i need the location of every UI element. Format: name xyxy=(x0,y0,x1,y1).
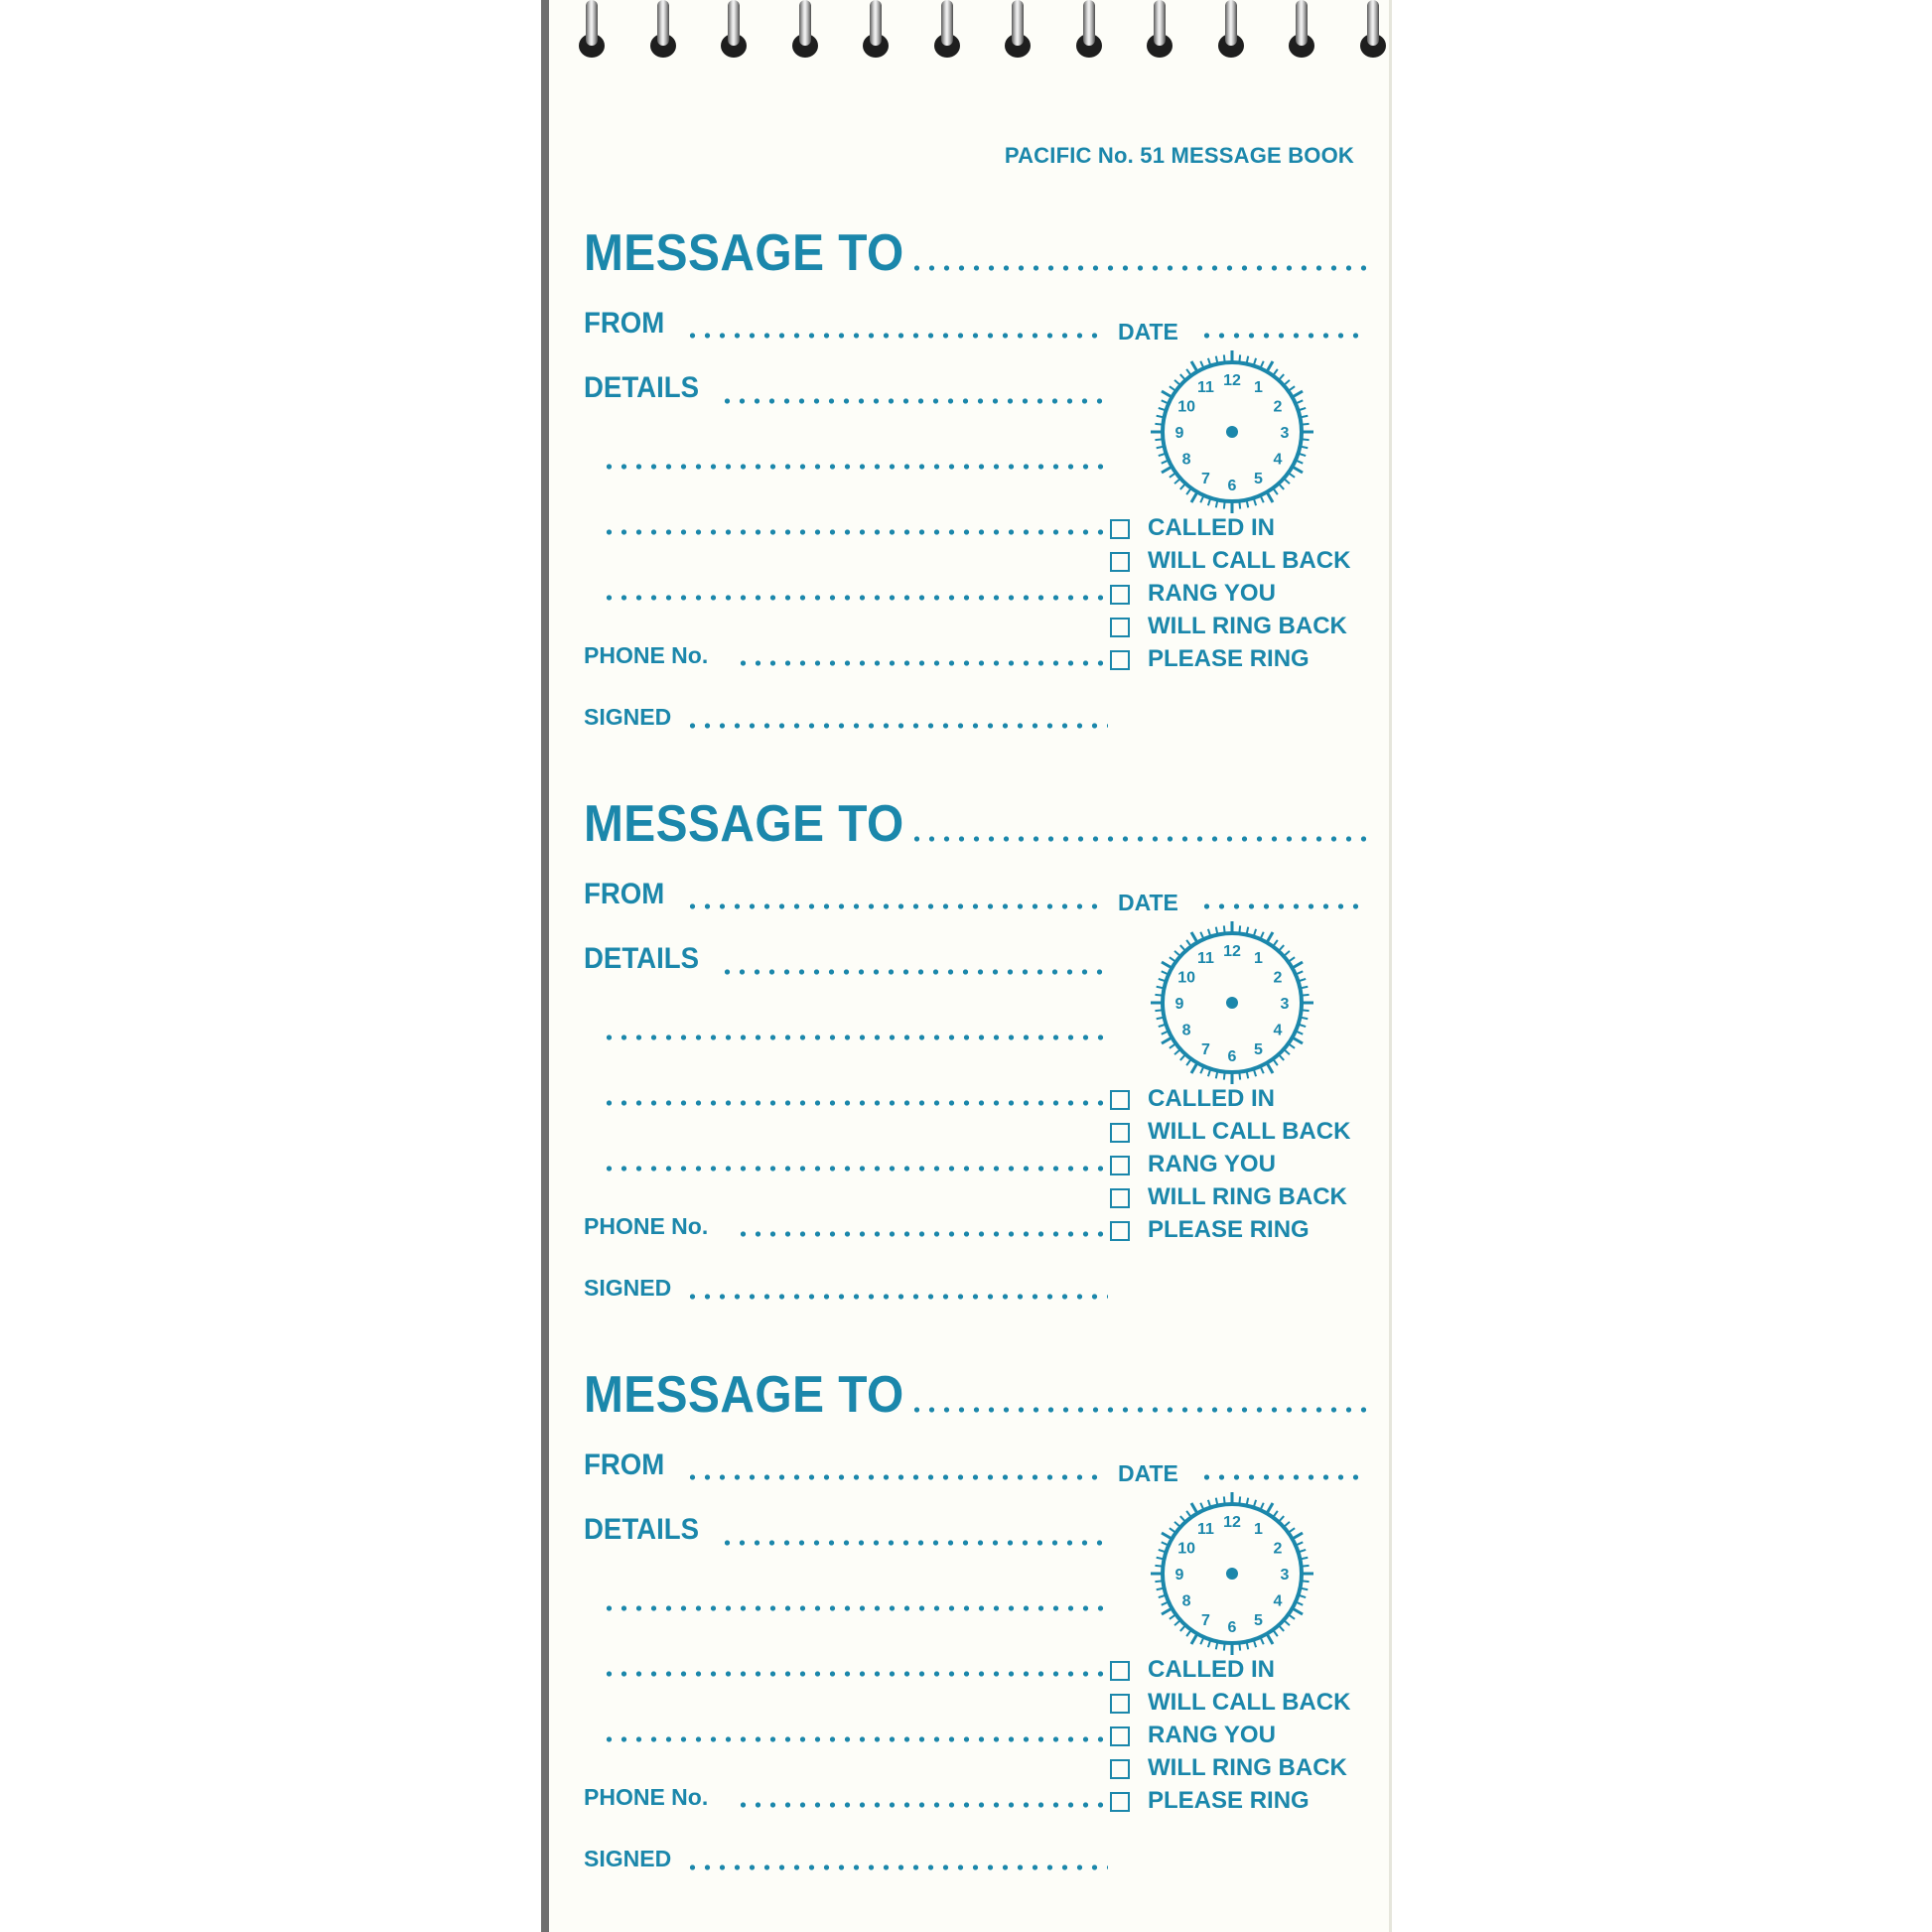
checkbox-label: WILL RING BACK xyxy=(1148,1754,1347,1781)
checkbox-label: WILL CALL BACK xyxy=(1148,547,1351,574)
clock-tick xyxy=(1289,957,1295,962)
clock-tick xyxy=(1267,1634,1273,1644)
clock-number: 5 xyxy=(1254,1040,1263,1058)
message-to-field[interactable] xyxy=(909,265,1366,271)
clock-face-icon[interactable] xyxy=(1148,1489,1316,1658)
clock-tick xyxy=(1162,1533,1172,1539)
clock-tick xyxy=(1284,951,1290,956)
checkbox-label: PLEASE RING xyxy=(1148,645,1310,672)
clock-number: 2 xyxy=(1273,1540,1283,1558)
clock-number: 9 xyxy=(1174,996,1184,1013)
clock-face-icon[interactable] xyxy=(1148,918,1316,1087)
details-line[interactable] xyxy=(602,595,1108,601)
checkbox[interactable] xyxy=(1110,1188,1130,1208)
clock-number: 10 xyxy=(1177,398,1195,416)
clock-tick xyxy=(1174,1522,1180,1527)
clock-tick xyxy=(1180,945,1185,951)
clock-tick xyxy=(1155,1566,1163,1567)
clock-tick xyxy=(1191,1503,1197,1513)
details-line[interactable] xyxy=(602,1605,1108,1611)
checkbox[interactable] xyxy=(1110,1221,1130,1241)
date-field[interactable] xyxy=(1199,1474,1366,1480)
date-field[interactable] xyxy=(1199,903,1366,909)
clock-tick xyxy=(1186,1511,1191,1517)
signed-field[interactable] xyxy=(685,1864,1108,1870)
details-label: DETAILS xyxy=(584,1513,700,1546)
clock-tick xyxy=(1170,1043,1175,1048)
clock-tick xyxy=(1170,1614,1175,1619)
clock-tick xyxy=(1186,1059,1191,1065)
clock-tick xyxy=(1293,1608,1303,1614)
date-label: DATE xyxy=(1118,1460,1178,1486)
clock-tick xyxy=(1174,1049,1180,1054)
from-label: FROM xyxy=(584,307,665,340)
clock-tick xyxy=(1273,940,1278,946)
clock-tick xyxy=(1273,488,1278,494)
clock-tick xyxy=(1273,1511,1278,1517)
checkbox-label: CALLED IN xyxy=(1148,1085,1275,1112)
clock-tick xyxy=(1302,1566,1310,1567)
phone-label: PHONE No. xyxy=(584,1784,709,1810)
checkbox[interactable] xyxy=(1110,1123,1130,1143)
spiral-ring-icon xyxy=(1074,0,1104,58)
details-line[interactable] xyxy=(602,1736,1108,1742)
clock-tick xyxy=(1191,361,1197,371)
clock-number: 3 xyxy=(1280,1567,1290,1584)
clock-number: 12 xyxy=(1223,943,1241,960)
clock-tick xyxy=(1162,467,1172,473)
message-to-field[interactable] xyxy=(909,1407,1366,1413)
clock-tick xyxy=(1162,391,1172,397)
clock-number: 12 xyxy=(1223,1514,1241,1531)
spiral-ring-icon xyxy=(719,0,749,58)
clock-number: 5 xyxy=(1254,470,1263,487)
clock-number: 2 xyxy=(1273,969,1283,987)
clock-number: 1 xyxy=(1254,379,1263,397)
clock-tick xyxy=(1273,1630,1278,1636)
clock-tick xyxy=(1239,1072,1240,1080)
clock-tick xyxy=(1293,1533,1303,1539)
clock-tick xyxy=(1224,1496,1225,1504)
clock-tick xyxy=(1224,1643,1225,1651)
spiral-ring-icon xyxy=(932,0,962,58)
message-form-3 xyxy=(584,1365,1368,1901)
clock-tick xyxy=(1174,479,1180,483)
message-to-heading: MESSAGE TO xyxy=(584,224,904,282)
details-label: DETAILS xyxy=(584,371,700,404)
clock-number: 1 xyxy=(1254,950,1263,968)
details-field[interactable] xyxy=(720,969,1107,975)
clock-tick xyxy=(1293,391,1303,397)
clock-tick xyxy=(1284,380,1290,385)
checkbox[interactable] xyxy=(1110,618,1130,637)
clock-tick xyxy=(1267,1503,1273,1513)
phone-field[interactable] xyxy=(736,660,1108,666)
checkbox[interactable] xyxy=(1110,1090,1130,1110)
clock-tick xyxy=(1239,1496,1240,1504)
message-to-heading: MESSAGE TO xyxy=(584,1366,904,1424)
clock-tick xyxy=(1293,467,1303,473)
clock-number: 10 xyxy=(1177,1540,1195,1558)
clock-tick xyxy=(1170,386,1175,391)
checkbox-label: RANG YOU xyxy=(1148,580,1276,607)
clock-tick xyxy=(1239,501,1240,509)
checkbox-label: RANG YOU xyxy=(1148,1722,1276,1748)
spiral-ring-icon xyxy=(648,0,678,58)
phone-field[interactable] xyxy=(736,1231,1108,1237)
date-label: DATE xyxy=(1118,890,1178,915)
clock-number: 8 xyxy=(1181,1022,1191,1039)
clock-tick xyxy=(1239,354,1240,362)
clock-tick xyxy=(1191,1063,1197,1073)
checkbox[interactable] xyxy=(1110,1726,1130,1746)
clock-number: 7 xyxy=(1201,1611,1210,1629)
clock-tick xyxy=(1180,483,1185,489)
clock-tick xyxy=(1302,1581,1310,1582)
clock-number: 5 xyxy=(1254,1611,1263,1629)
clock-number: 11 xyxy=(1197,1521,1214,1539)
clock-tick xyxy=(1162,962,1172,968)
checkbox[interactable] xyxy=(1110,519,1130,539)
details-line[interactable] xyxy=(602,1100,1108,1106)
from-field[interactable] xyxy=(685,1474,1102,1480)
spiral-ring-icon xyxy=(1287,0,1316,58)
checkbox-label: WILL CALL BACK xyxy=(1148,1689,1351,1716)
clock-tick xyxy=(1186,940,1191,946)
clock-tick xyxy=(1186,369,1191,375)
message-pad xyxy=(541,0,1392,1932)
phone-label: PHONE No. xyxy=(584,1213,709,1239)
clock-number: 7 xyxy=(1201,470,1210,487)
clock-tick xyxy=(1302,995,1310,996)
clock-tick xyxy=(1174,951,1180,956)
checkbox[interactable] xyxy=(1110,585,1130,605)
signed-field[interactable] xyxy=(685,1294,1108,1300)
from-label: FROM xyxy=(584,1449,665,1481)
clock-tick xyxy=(1302,439,1310,440)
from-label: FROM xyxy=(584,878,665,910)
clock-tick xyxy=(1267,361,1273,371)
message-form-1 xyxy=(584,223,1368,759)
details-line[interactable] xyxy=(602,1166,1108,1172)
clock-tick xyxy=(1174,1620,1180,1625)
clock-number: 7 xyxy=(1201,1040,1210,1058)
checkbox-label: WILL RING BACK xyxy=(1148,613,1347,639)
clock-tick xyxy=(1267,492,1273,502)
clock-center-dot xyxy=(1226,997,1238,1009)
clock-number: 6 xyxy=(1227,478,1237,494)
clock-tick xyxy=(1155,439,1163,440)
checkbox[interactable] xyxy=(1110,1694,1130,1714)
clock-tick xyxy=(1174,380,1180,385)
clock-tick xyxy=(1302,1010,1310,1011)
date-label: DATE xyxy=(1118,319,1178,345)
spiral-ring-icon xyxy=(1216,0,1246,58)
clock-tick xyxy=(1284,1522,1290,1527)
clock-number: 3 xyxy=(1280,425,1290,442)
details-field[interactable] xyxy=(720,398,1107,404)
message-to-heading: MESSAGE TO xyxy=(584,795,904,853)
spiral-binding xyxy=(549,0,1392,69)
clock-tick xyxy=(1224,1072,1225,1080)
details-line[interactable] xyxy=(602,1671,1108,1677)
clock-tick xyxy=(1289,1614,1295,1619)
message-to-field[interactable] xyxy=(909,836,1366,842)
clock-tick xyxy=(1293,1037,1303,1043)
checkbox-label: CALLED IN xyxy=(1148,1656,1275,1683)
clock-number: 9 xyxy=(1174,425,1184,442)
from-field[interactable] xyxy=(685,903,1102,909)
clock-number: 4 xyxy=(1273,1592,1283,1610)
date-field[interactable] xyxy=(1199,333,1366,339)
clock-tick xyxy=(1224,354,1225,362)
clock-tick xyxy=(1279,945,1284,951)
clock-number: 12 xyxy=(1223,372,1241,389)
details-line[interactable] xyxy=(602,464,1108,470)
clock-tick xyxy=(1289,473,1295,478)
details-label: DETAILS xyxy=(584,942,700,975)
clock-tick xyxy=(1162,1608,1172,1614)
clock-number: 4 xyxy=(1273,451,1283,469)
signed-label: SIGNED xyxy=(584,1846,672,1871)
clock-tick xyxy=(1239,925,1240,933)
checkbox-label: RANG YOU xyxy=(1148,1151,1276,1177)
clock-number: 2 xyxy=(1273,398,1283,416)
clock-tick xyxy=(1279,1625,1284,1631)
clock-tick xyxy=(1279,483,1284,489)
checkbox[interactable] xyxy=(1110,650,1130,670)
clock-number: 8 xyxy=(1181,1592,1191,1610)
spiral-ring-icon xyxy=(1003,0,1033,58)
clock-tick xyxy=(1155,424,1163,425)
clock-tick xyxy=(1273,1059,1278,1065)
clock-number: 10 xyxy=(1177,969,1195,987)
clock-tick xyxy=(1170,1528,1175,1533)
clock-tick xyxy=(1224,925,1225,933)
phone-field[interactable] xyxy=(736,1802,1108,1808)
clock-tick xyxy=(1284,479,1290,483)
clock-tick xyxy=(1191,492,1197,502)
checkbox[interactable] xyxy=(1110,1759,1130,1779)
clock-tick xyxy=(1293,962,1303,968)
clock-tick xyxy=(1284,1049,1290,1054)
checkbox[interactable] xyxy=(1110,1792,1130,1812)
checkbox-label: WILL CALL BACK xyxy=(1148,1118,1351,1145)
clock-number: 6 xyxy=(1227,1048,1237,1065)
message-form-2 xyxy=(584,794,1368,1330)
clock-tick xyxy=(1191,1634,1197,1644)
clock-face-icon[interactable] xyxy=(1148,347,1316,516)
clock-tick xyxy=(1289,1528,1295,1533)
from-field[interactable] xyxy=(685,333,1102,339)
clock-number: 9 xyxy=(1174,1567,1184,1584)
clock-number: 3 xyxy=(1280,996,1290,1013)
checkbox-label: PLEASE RING xyxy=(1148,1787,1310,1814)
clock-number: 1 xyxy=(1254,1521,1263,1539)
clock-tick xyxy=(1180,1054,1185,1060)
details-line[interactable] xyxy=(602,1035,1108,1040)
clock-tick xyxy=(1302,424,1310,425)
clock-tick xyxy=(1180,374,1185,380)
clock-number: 11 xyxy=(1197,950,1214,968)
spiral-ring-icon xyxy=(577,0,607,58)
spiral-ring-icon xyxy=(861,0,891,58)
clock-tick xyxy=(1180,1516,1185,1522)
clock-tick xyxy=(1162,1037,1172,1043)
clock-tick xyxy=(1155,995,1163,996)
clock-center-dot xyxy=(1226,426,1238,438)
clock-tick xyxy=(1284,1620,1290,1625)
clock-tick xyxy=(1267,1063,1273,1073)
checkbox-label: WILL RING BACK xyxy=(1148,1183,1347,1210)
clock-tick xyxy=(1279,1516,1284,1522)
clock-tick xyxy=(1170,957,1175,962)
clock-number: 4 xyxy=(1273,1022,1283,1039)
clock-tick xyxy=(1289,386,1295,391)
clock-tick xyxy=(1191,932,1197,942)
phone-label: PHONE No. xyxy=(584,642,709,668)
clock-number: 6 xyxy=(1227,1619,1237,1636)
details-field[interactable] xyxy=(720,1540,1107,1546)
checkbox[interactable] xyxy=(1110,1661,1130,1681)
clock-tick xyxy=(1279,1054,1284,1060)
clock-number: 8 xyxy=(1181,451,1191,469)
clock-tick xyxy=(1186,1630,1191,1636)
clock-tick xyxy=(1180,1625,1185,1631)
clock-tick xyxy=(1170,473,1175,478)
book-title: PACIFIC No. 51 MESSAGE BOOK xyxy=(1004,143,1354,168)
clock-tick xyxy=(1279,374,1284,380)
clock-tick xyxy=(1224,501,1225,509)
signed-field[interactable] xyxy=(685,723,1108,729)
spiral-ring-icon xyxy=(790,0,820,58)
spiral-ring-icon xyxy=(1358,0,1388,58)
clock-tick xyxy=(1289,1043,1295,1048)
signed-label: SIGNED xyxy=(584,704,672,730)
checkbox[interactable] xyxy=(1110,552,1130,572)
checkbox-label: PLEASE RING xyxy=(1148,1216,1310,1243)
clock-tick xyxy=(1186,488,1191,494)
checkbox[interactable] xyxy=(1110,1156,1130,1175)
clock-center-dot xyxy=(1226,1568,1238,1580)
clock-tick xyxy=(1155,1010,1163,1011)
clock-tick xyxy=(1273,369,1278,375)
clock-tick xyxy=(1267,932,1273,942)
clock-tick xyxy=(1155,1581,1163,1582)
details-line[interactable] xyxy=(602,529,1108,535)
signed-label: SIGNED xyxy=(584,1275,672,1301)
checkbox-label: CALLED IN xyxy=(1148,514,1275,541)
clock-number: 11 xyxy=(1197,379,1214,397)
clock-tick xyxy=(1239,1643,1240,1651)
spiral-ring-icon xyxy=(1145,0,1174,58)
